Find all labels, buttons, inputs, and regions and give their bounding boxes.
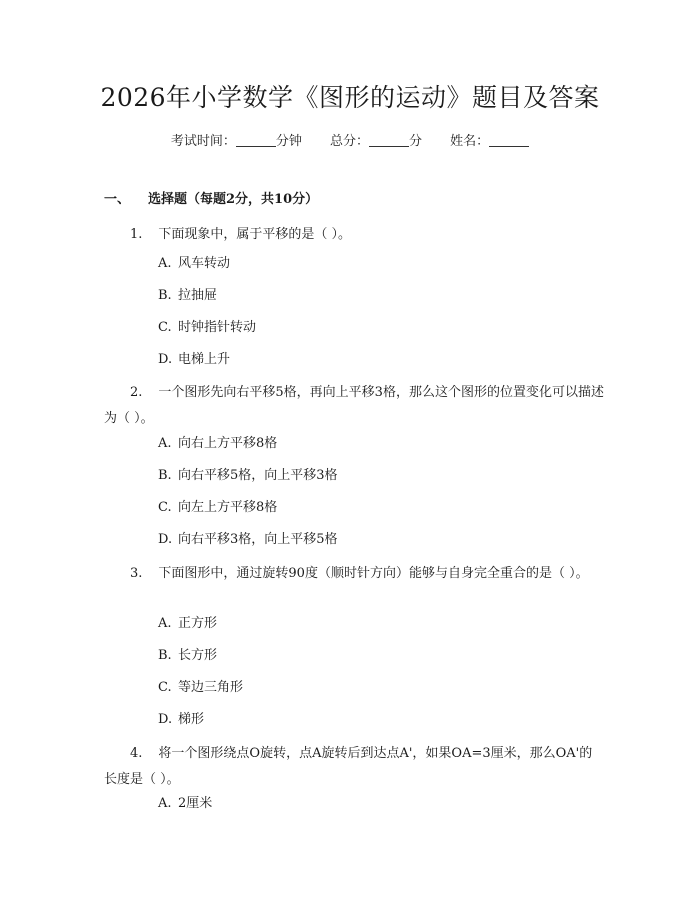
question-3: [104, 561, 604, 587]
option-letter: A.: [158, 436, 172, 451]
question-text: 下面图形中，通过旋转90度（顺时针方向）能够与自身完全重合的是（ ）。: [158, 566, 589, 581]
option-text: 时钟指针转动: [178, 320, 257, 335]
option-text: 2厘米: [178, 796, 213, 811]
option-text: 梯形: [178, 712, 205, 727]
total-score-field: [330, 132, 422, 152]
question-text: 一个图形先向右平移5格，再向上平移3格，那么这个图形的位置变化可以描述为（ ）。: [104, 385, 604, 426]
option-text: 向右平移3格，向上平移5格: [178, 532, 338, 547]
option-text: 向右上方平移8格: [178, 436, 278, 451]
option-1a: [158, 254, 230, 274]
option-letter: D.: [158, 352, 173, 367]
exam-time-unit: 分钟: [275, 134, 302, 149]
option-letter: D.: [158, 712, 173, 727]
option-2b: [158, 466, 338, 486]
question-number: 4.: [130, 746, 143, 761]
option-text: 向左上方平移8格: [178, 500, 278, 515]
option-letter: A.: [158, 616, 172, 631]
option-text: 长方形: [178, 648, 218, 663]
option-3d: [158, 710, 204, 730]
exam-time-field: [171, 132, 302, 152]
option-3b: [158, 646, 217, 666]
student-name-blank: [489, 132, 529, 147]
question-text: 下面现象中，属于平移的是（ ）。: [158, 227, 352, 242]
total-score-unit: 分: [409, 134, 423, 149]
question-1: [104, 222, 604, 248]
question-number: 1.: [130, 227, 143, 242]
option-3c: [158, 678, 243, 698]
section-number: 一、: [104, 192, 131, 207]
option-3a: [158, 614, 217, 634]
question-2: [104, 380, 604, 432]
question-number: 2.: [130, 385, 143, 400]
section-heading: [104, 190, 318, 210]
option-letter: A.: [158, 796, 172, 811]
option-letter: B.: [158, 288, 172, 303]
exam-time-blank: [236, 132, 276, 147]
option-letter: A.: [158, 256, 172, 271]
option-1d: [158, 350, 230, 370]
option-text: 向右平移5格，向上平移3格: [178, 468, 338, 483]
option-text: 等边三角形: [178, 680, 244, 695]
total-score-label: 总分：: [329, 134, 369, 149]
section-title: 选择题（每题2分，共10分）: [148, 192, 319, 207]
option-text: 拉抽屉: [178, 288, 218, 303]
exam-time-label: 考试时间：: [170, 134, 236, 149]
student-name-field: [450, 132, 529, 152]
option-text: 电梯上升: [178, 352, 231, 367]
option-1c: [158, 318, 256, 338]
option-text: 正方形: [178, 616, 218, 631]
option-letter: D.: [158, 532, 173, 547]
option-2d: [158, 530, 338, 550]
option-letter: C.: [158, 680, 172, 695]
total-score-blank: [369, 132, 409, 147]
option-letter: C.: [158, 320, 172, 335]
question-text: 将一个图形绕点O旋转，点A旋转后到达点A'，如果OA=3厘米，那么OA'的长度是（ ）。: [104, 746, 593, 787]
option-letter: B.: [158, 468, 172, 483]
student-name-label: 姓名：: [450, 134, 490, 149]
exam-meta-line: [0, 132, 700, 152]
question-4: [104, 741, 604, 793]
page-title: 2026年小学数学《图形的运动》题目及答案: [100, 83, 600, 112]
question-number: 3.: [130, 566, 143, 581]
option-2c: [158, 498, 277, 518]
option-2a: [158, 434, 277, 454]
option-4a: [158, 794, 212, 814]
option-letter: B.: [158, 648, 172, 663]
option-1b: [158, 286, 217, 306]
option-letter: C.: [158, 500, 172, 515]
option-text: 风车转动: [178, 256, 231, 271]
